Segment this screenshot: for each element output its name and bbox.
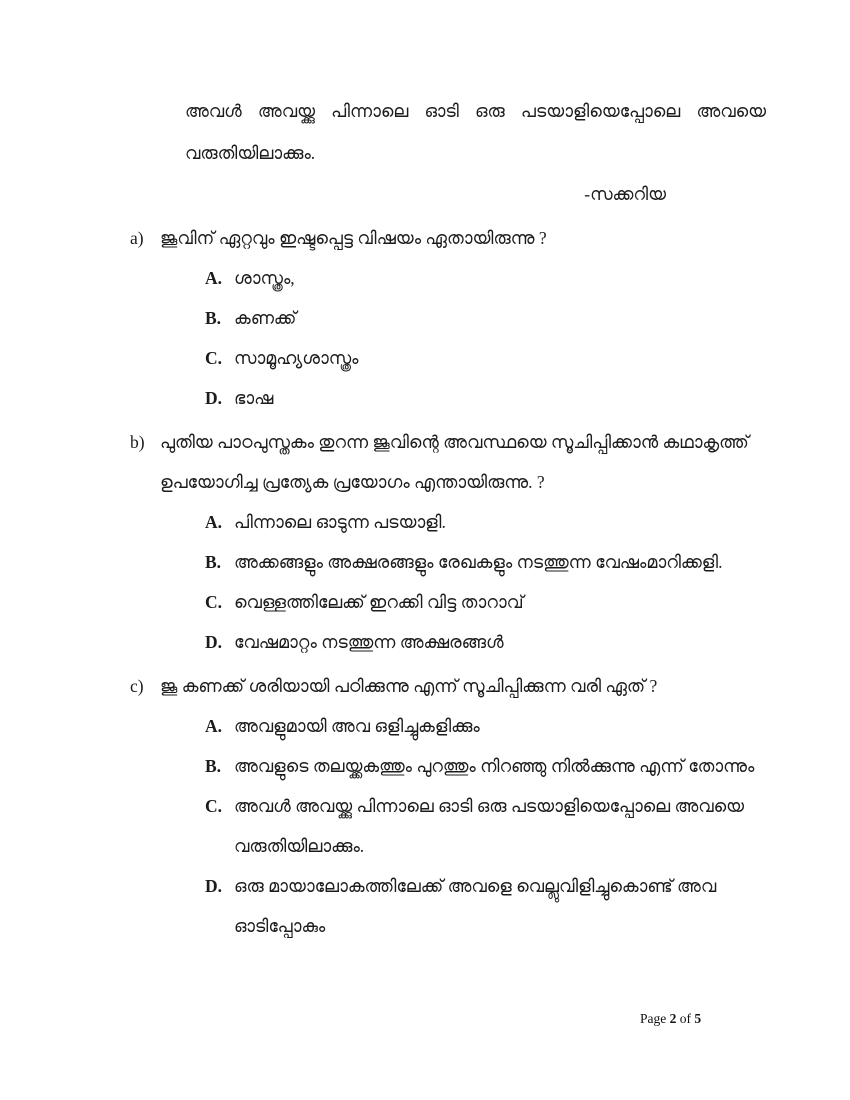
question-a: [130, 218, 766, 258]
option-label: C.: [205, 796, 223, 816]
option-text: ശാസ്ത്രം,: [234, 268, 295, 288]
option-row: [205, 582, 766, 622]
option-row: [205, 786, 766, 866]
option-text: സാമൂഹ്യശാസ്ത്രം: [234, 348, 359, 368]
option-text: വേഷമാറ്റം നടത്തുന്ന അക്ഷരങ്ങൾ: [234, 632, 504, 652]
option-label: D.: [205, 632, 223, 652]
option-row: [205, 298, 766, 338]
options-list-b: [205, 502, 766, 662]
option-label: B.: [205, 308, 222, 328]
option-label: C.: [205, 592, 223, 612]
option-text: കണക്ക്: [234, 308, 297, 328]
option-row: [205, 258, 766, 298]
question-label: b): [130, 432, 145, 452]
question-label: a): [130, 228, 144, 248]
option-row: [205, 706, 766, 746]
option-text: അക്കങ്ങളും അക്ഷരങ്ങളും രേഖകളും നടത്തുന്ന വേഷംമാറിക്കളി.: [234, 552, 723, 572]
footer-total-pages: 5: [694, 1011, 702, 1026]
option-label: B.: [205, 552, 222, 572]
document-body: [130, 90, 766, 946]
question-b: [130, 422, 766, 502]
option-row: [205, 746, 766, 786]
option-row: [205, 338, 766, 378]
footer-page-number: 2: [669, 1011, 677, 1026]
option-text: ഭാഷ: [234, 388, 274, 408]
question-text: ജൂവിന് ഏറ്റവും ഇഷ്ടപ്പെട്ട വിഷയം ഏതായിരുന്നു ?: [160, 228, 547, 248]
option-text: പിന്നാലെ ഓടുന്ന പടയാളി.: [234, 512, 446, 532]
option-label: A.: [205, 716, 223, 736]
option-row: [205, 542, 766, 582]
option-text: അവളുമായി അവ ഒളിച്ചുകളിക്കും: [234, 716, 480, 736]
footer-middle: of: [676, 1011, 695, 1026]
page-footer: [640, 1010, 701, 1028]
question-c: [130, 666, 766, 706]
option-label: B.: [205, 756, 222, 776]
option-label: D.: [205, 876, 223, 896]
quote-paragraph: അവൾ അവയ്ക്കു പിന്നാലെ ഓടി ഒരു പടയാളിയെപ്പോലെ അവയെ വരുതിയിലാക്കും.: [185, 101, 766, 163]
question-label: c): [130, 676, 144, 696]
option-row: [205, 502, 766, 542]
option-label: A.: [205, 268, 223, 288]
footer-prefix: Page: [640, 1011, 670, 1026]
option-text: ഒരു മായാലോകത്തിലേക്ക് അവളെ വെല്ലുവിളിച്ചുകൊണ്ട് അവ ഓടിപ്പോകും: [234, 876, 717, 936]
option-text: അവളുടെ തലയ്ക്കകത്തും പുറത്തും നിറഞ്ഞു നിൽക്കുന്നു എന്ന് തോന്നും: [234, 756, 755, 776]
options-list-c: [205, 706, 766, 946]
option-row: [205, 622, 766, 662]
option-row: [205, 866, 766, 946]
option-label: C.: [205, 348, 223, 368]
option-label: D.: [205, 388, 223, 408]
question-text: പുതിയ പാഠപുസ്തകം തുറന്ന ജൂവിന്റെ അവസ്ഥയെ സൂചിപ്പിക്കാൻ കഥാകൃത്ത് ഉപയോഗിച്ച പ്രത്യേക പ്രയോഗം എന്തായിരുന്നു. ?: [160, 432, 749, 492]
option-text: അവൾ അവയ്ക്കു പിന്നാലെ ഓടി ഒരു പടയാളിയെപ്പോലെ അവയെ വരുതിയിലാക്കും.: [234, 796, 745, 856]
author-attribution: -സക്കറിയ: [584, 184, 666, 204]
option-text: വെള്ളത്തിലേക്ക് ഇറക്കി വിട്ട താറാവ്: [234, 592, 524, 612]
option-label: A.: [205, 512, 223, 532]
option-row: [205, 378, 766, 418]
options-list-a: [205, 258, 766, 418]
question-text: ജൂ കണക്ക് ശരിയായി പഠിക്കുന്നു എന്ന് സൂചിപ്പിക്കുന്ന വരി ഏത് ?: [160, 676, 658, 696]
